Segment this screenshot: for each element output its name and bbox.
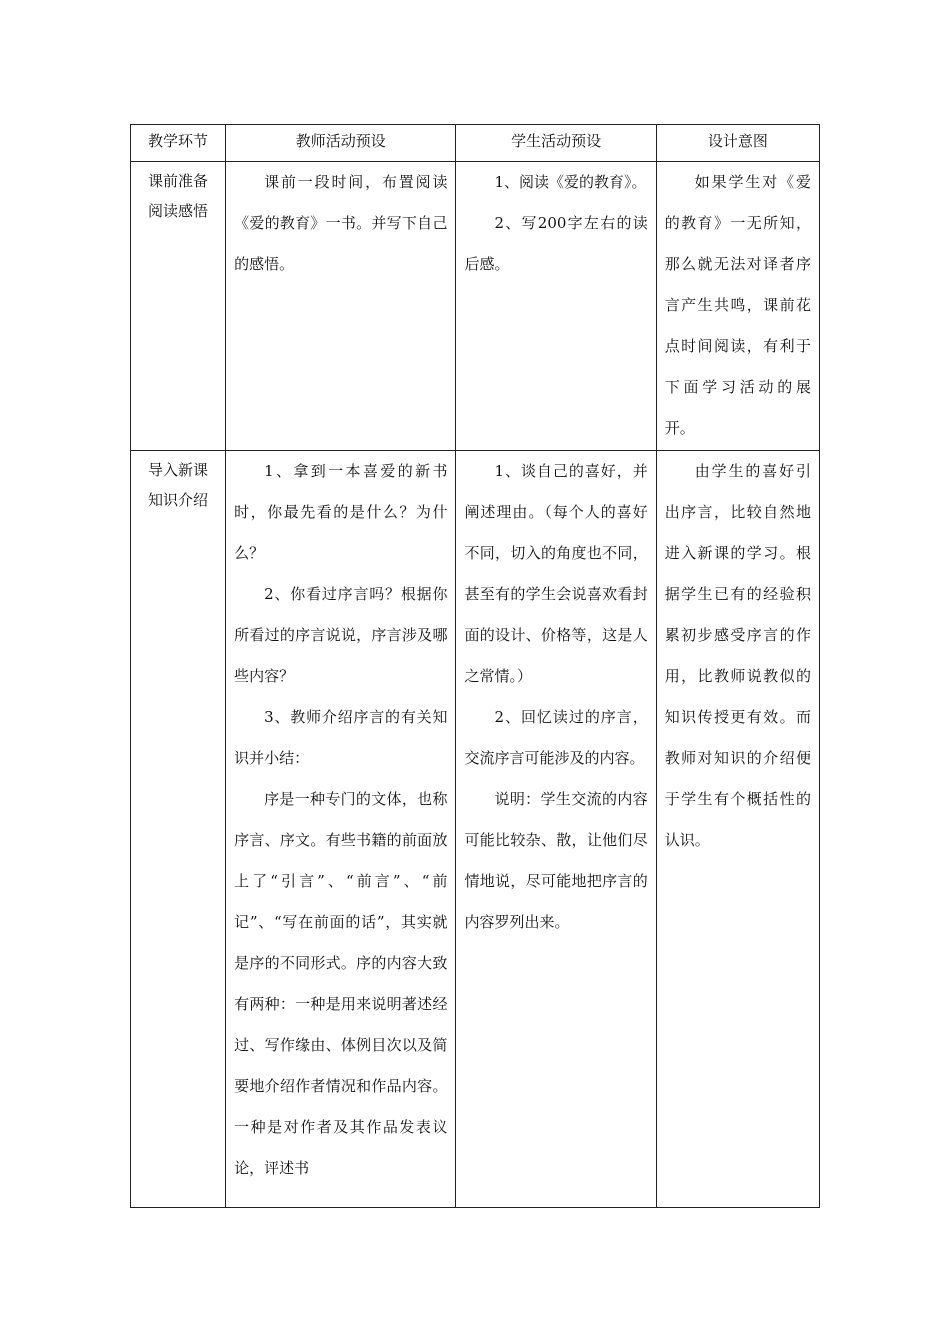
teacher-activity-cell	[226, 162, 456, 451]
student-activity-cell	[456, 451, 656, 1208]
intent-paragraph: 如果学生对《爱的教育》一无所知，那么就无法对译者序言产生共鸣，课前花点时间阅读，有利于下面学习活动的展开。	[664, 173, 811, 437]
stage-cell	[131, 451, 226, 1208]
student-paragraph: 1、谈自己的喜好，并阐述理由。（每个人的喜好不同，切入的角度也不同，甚至有的学生会说喜欢看封面的设计、价格等，这是人之常情。）	[464, 462, 648, 685]
stage-cell	[131, 162, 226, 451]
header-stage: 教学环节	[131, 125, 226, 162]
design-intent-cell	[656, 451, 819, 1208]
student-activity-cell	[456, 162, 656, 451]
stage-line: 课前准备	[148, 172, 209, 190]
student-paragraph: 1、阅读《爱的教育》。	[494, 173, 647, 191]
header-student-activity: 学生活动预设	[456, 125, 656, 162]
teacher-paragraph: 3、教师介绍序言的有关知识并小结：	[234, 708, 448, 767]
table-row	[131, 162, 820, 451]
intent-paragraph: 由学生的喜好引出序言，比较自然地进入新课的学习。根据学生已有的经验积累初步感受序言的作用，比教师说教似的知识传授更有效。而教师对知识的介绍便于学生有个概括性的认识。	[664, 462, 811, 849]
stage-line: 知识介绍	[148, 491, 209, 509]
teacher-paragraph: 1、拿到一本喜爱的新书时，你最先看的是什么？为什么？	[234, 462, 448, 562]
stage-line: 导入新课	[148, 461, 209, 479]
student-paragraph: 说明：学生交流的内容可能比较杂、散，让他们尽情地说，尽可能地把序言的内容罗列出来。	[464, 790, 648, 931]
teacher-paragraph: 课前一段时间，布置阅读《爱的教育》一书。并写下自己的感悟。	[234, 173, 448, 273]
teacher-activity-cell	[226, 451, 456, 1208]
design-intent-cell	[656, 162, 819, 451]
lesson-plan-table	[130, 124, 820, 1208]
table-row	[131, 451, 820, 1208]
stage-line: 阅读感悟	[148, 202, 209, 220]
teacher-paragraph: 2、你看过序言吗？根据你所看过的序言说说，序言涉及哪些内容？	[234, 585, 448, 685]
student-paragraph: 2、写200字左右的读后感。	[464, 214, 648, 273]
student-paragraph: 2、回忆读过的序言，交流序言可能涉及的内容。	[464, 708, 648, 767]
header-row	[131, 125, 820, 162]
header-teacher-activity: 教师活动预设	[226, 125, 456, 162]
teacher-paragraph: 序是一种专门的文体，也称序言、序文。有些书籍的前面放上了“引言”、“前言”、“前记”、“写在前面的话”，其实就是序的不同形式。序的内容大致有两种：一种是用来说明著述经过、写作缘由、体例目次以及简要地介绍作者情况和作品内容。一种是对作者及其作品发表议论，评述书	[234, 790, 448, 1177]
header-design-intent: 设计意图	[656, 125, 819, 162]
